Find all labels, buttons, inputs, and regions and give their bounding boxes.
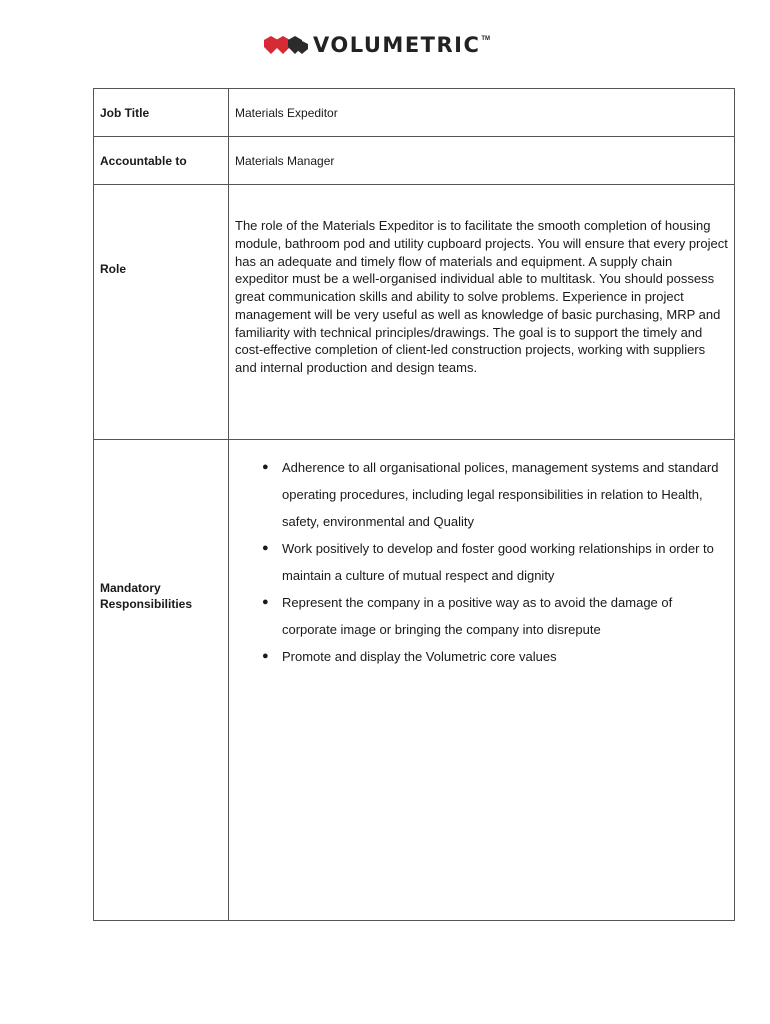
- responsibility-text: Represent the company in a positive way as to avoid the damage of corporate image or bringing the company into disrepute: [282, 595, 673, 637]
- role-cell: [229, 185, 735, 440]
- responsibility-text: Promote and display the Volumetric core values: [282, 649, 557, 664]
- logo-wordmark: VOLUMETRIC: [313, 33, 481, 57]
- logo-trademark: TM: [481, 36, 491, 42]
- responsibilities-cell: [229, 440, 735, 921]
- accountable-to-label: Accountable to: [94, 137, 229, 185]
- table-row-responsibilities: [94, 440, 735, 921]
- job-title-cell: [229, 89, 735, 137]
- table-row-role: [94, 185, 735, 440]
- responsibilities-list: [235, 454, 728, 670]
- bullet-icon: ●: [262, 542, 269, 554]
- list-item: [235, 454, 728, 535]
- list-item: [235, 589, 728, 643]
- list-item: [235, 643, 728, 670]
- table-row-accountable-to: [94, 137, 735, 185]
- job-title-label: Job Title: [94, 89, 229, 137]
- list-item: [235, 535, 728, 589]
- bullet-icon: ●: [262, 461, 269, 473]
- bullet-icon: ●: [262, 596, 269, 608]
- job-description-table: [93, 88, 735, 921]
- company-logo: [263, 30, 490, 60]
- responsibility-text: Adherence to all organisational polices, management systems and standard operating procedures, including legal responsibilities in relation to Health, safety, environmental and Quality: [282, 460, 719, 529]
- responsibility-text: Work positively to develop and foster good working relationships in order to maintain a culture of mutual respect and dignity: [282, 541, 714, 583]
- accountable-to-cell: [229, 137, 735, 185]
- responsibilities-label: Mandatory Responsibilities: [100, 581, 193, 611]
- role-description: The role of the Materials Expeditor is to facilitate the smooth completion of housing module, bathroom pod and utility cupboard projects. You will ensure that every project has an adequate and timely flow of materials and equipment. A supply chain expeditor must be a well-organised individual able to multitask. You should possess great communication skills and ability to solve problems. Experience in project management will be very useful as well as knowledge of basic purchasing, MRP and familiarity with technical principles/drawings. The goal is to support the timely and cost-effective completion of client-led construction projects, working with suppliers and internal production and design teams.: [235, 217, 728, 376]
- responsibilities-label-cell: [94, 440, 229, 921]
- job-title-value: Materials Expeditor: [235, 105, 338, 120]
- volumetric-logo-mark-icon: [263, 34, 309, 56]
- table-row-job-title: [94, 89, 735, 137]
- role-label-cell: [94, 185, 229, 440]
- bullet-icon: ●: [262, 650, 269, 662]
- role-label: Role: [100, 262, 127, 276]
- accountable-to-value: Materials Manager: [235, 153, 335, 168]
